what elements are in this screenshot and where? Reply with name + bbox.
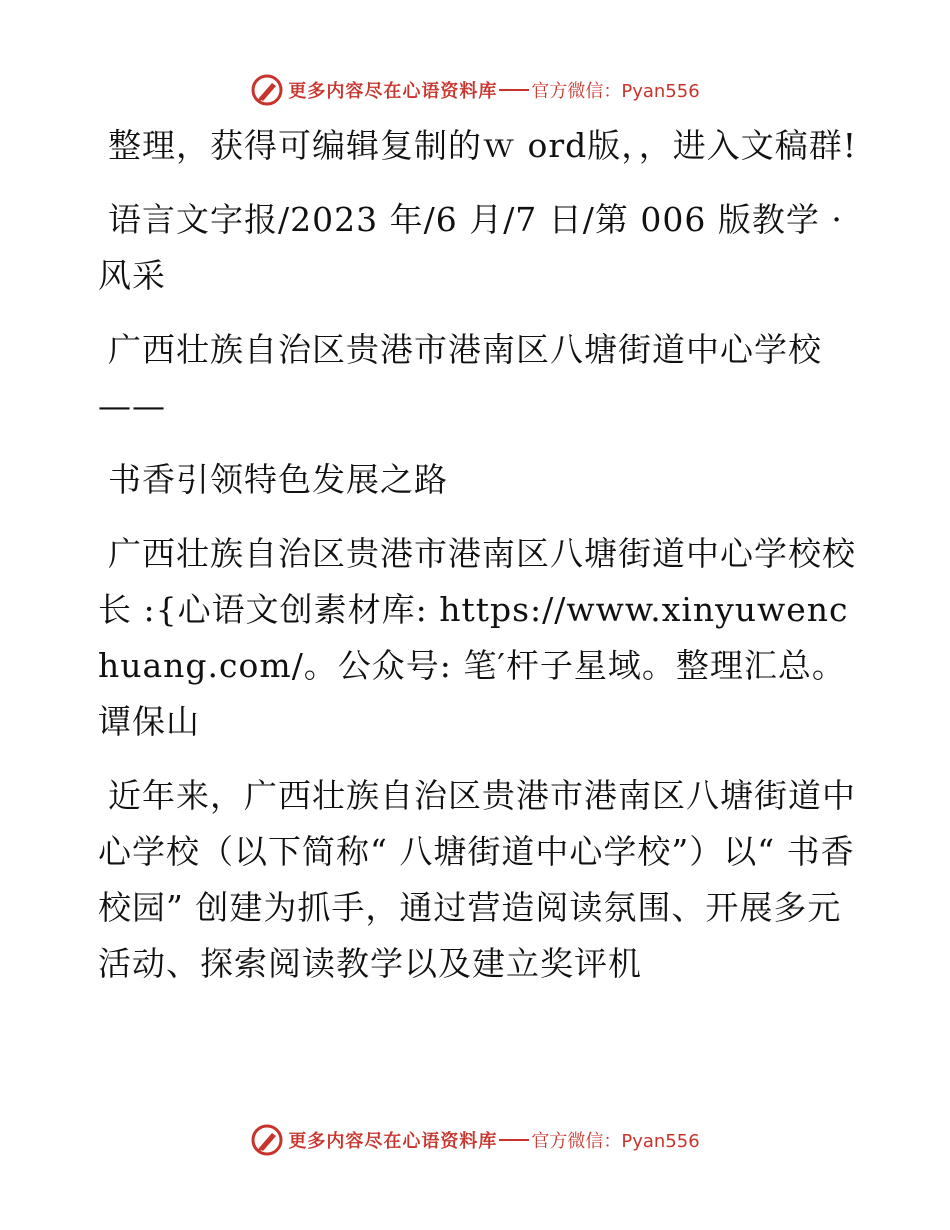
body-paragraph: 近年来，广西壮族自治区贵港市港南区八塘街道中心学校（以下简称“ 八塘街道中心学校”）以“ 书香校园” 创建为抓手，通过营造阅读氛围、开展多元活动、探索阅读教学以及建立奖评机: [98, 776, 856, 983]
footer-banner: [0, 1120, 950, 1160]
pen-logo-icon: [250, 73, 284, 107]
banner-site-text: 更多内容尽在心语资料库: [288, 81, 498, 102]
banner-dash: [499, 89, 529, 91]
intro-paragraph: 整理，获得可编辑复制的ｗ ord版，，进入文稿群!: [108, 126, 858, 165]
banner-dash: [499, 1139, 529, 1141]
school-title: 广西壮族自治区贵港市港南区八塘街道中心学校——: [98, 330, 822, 425]
pen-logo-icon: [250, 1123, 284, 1157]
source-line: 语言文字报/2023 年/6 月/7 日/第 006 版教学 · 风采: [98, 200, 843, 295]
document-body: [98, 118, 858, 1010]
article-title: 书香引领特色发展之路: [108, 460, 448, 499]
banner-contact: 官方微信：Pyan556: [531, 1131, 700, 1152]
banner-site-text: 更多内容尽在心语资料库: [288, 1131, 498, 1152]
author-line: 广西壮族自治区贵港市港南区八塘街道中心学校校长 :{心语文创素材库: https://www.xinyuwenchuang.com/。公众号: 笔′杆子星域。整理汇总。谭保山: [98, 534, 856, 741]
header-banner: [0, 70, 950, 110]
banner-contact: 官方微信：Pyan556: [531, 81, 700, 102]
